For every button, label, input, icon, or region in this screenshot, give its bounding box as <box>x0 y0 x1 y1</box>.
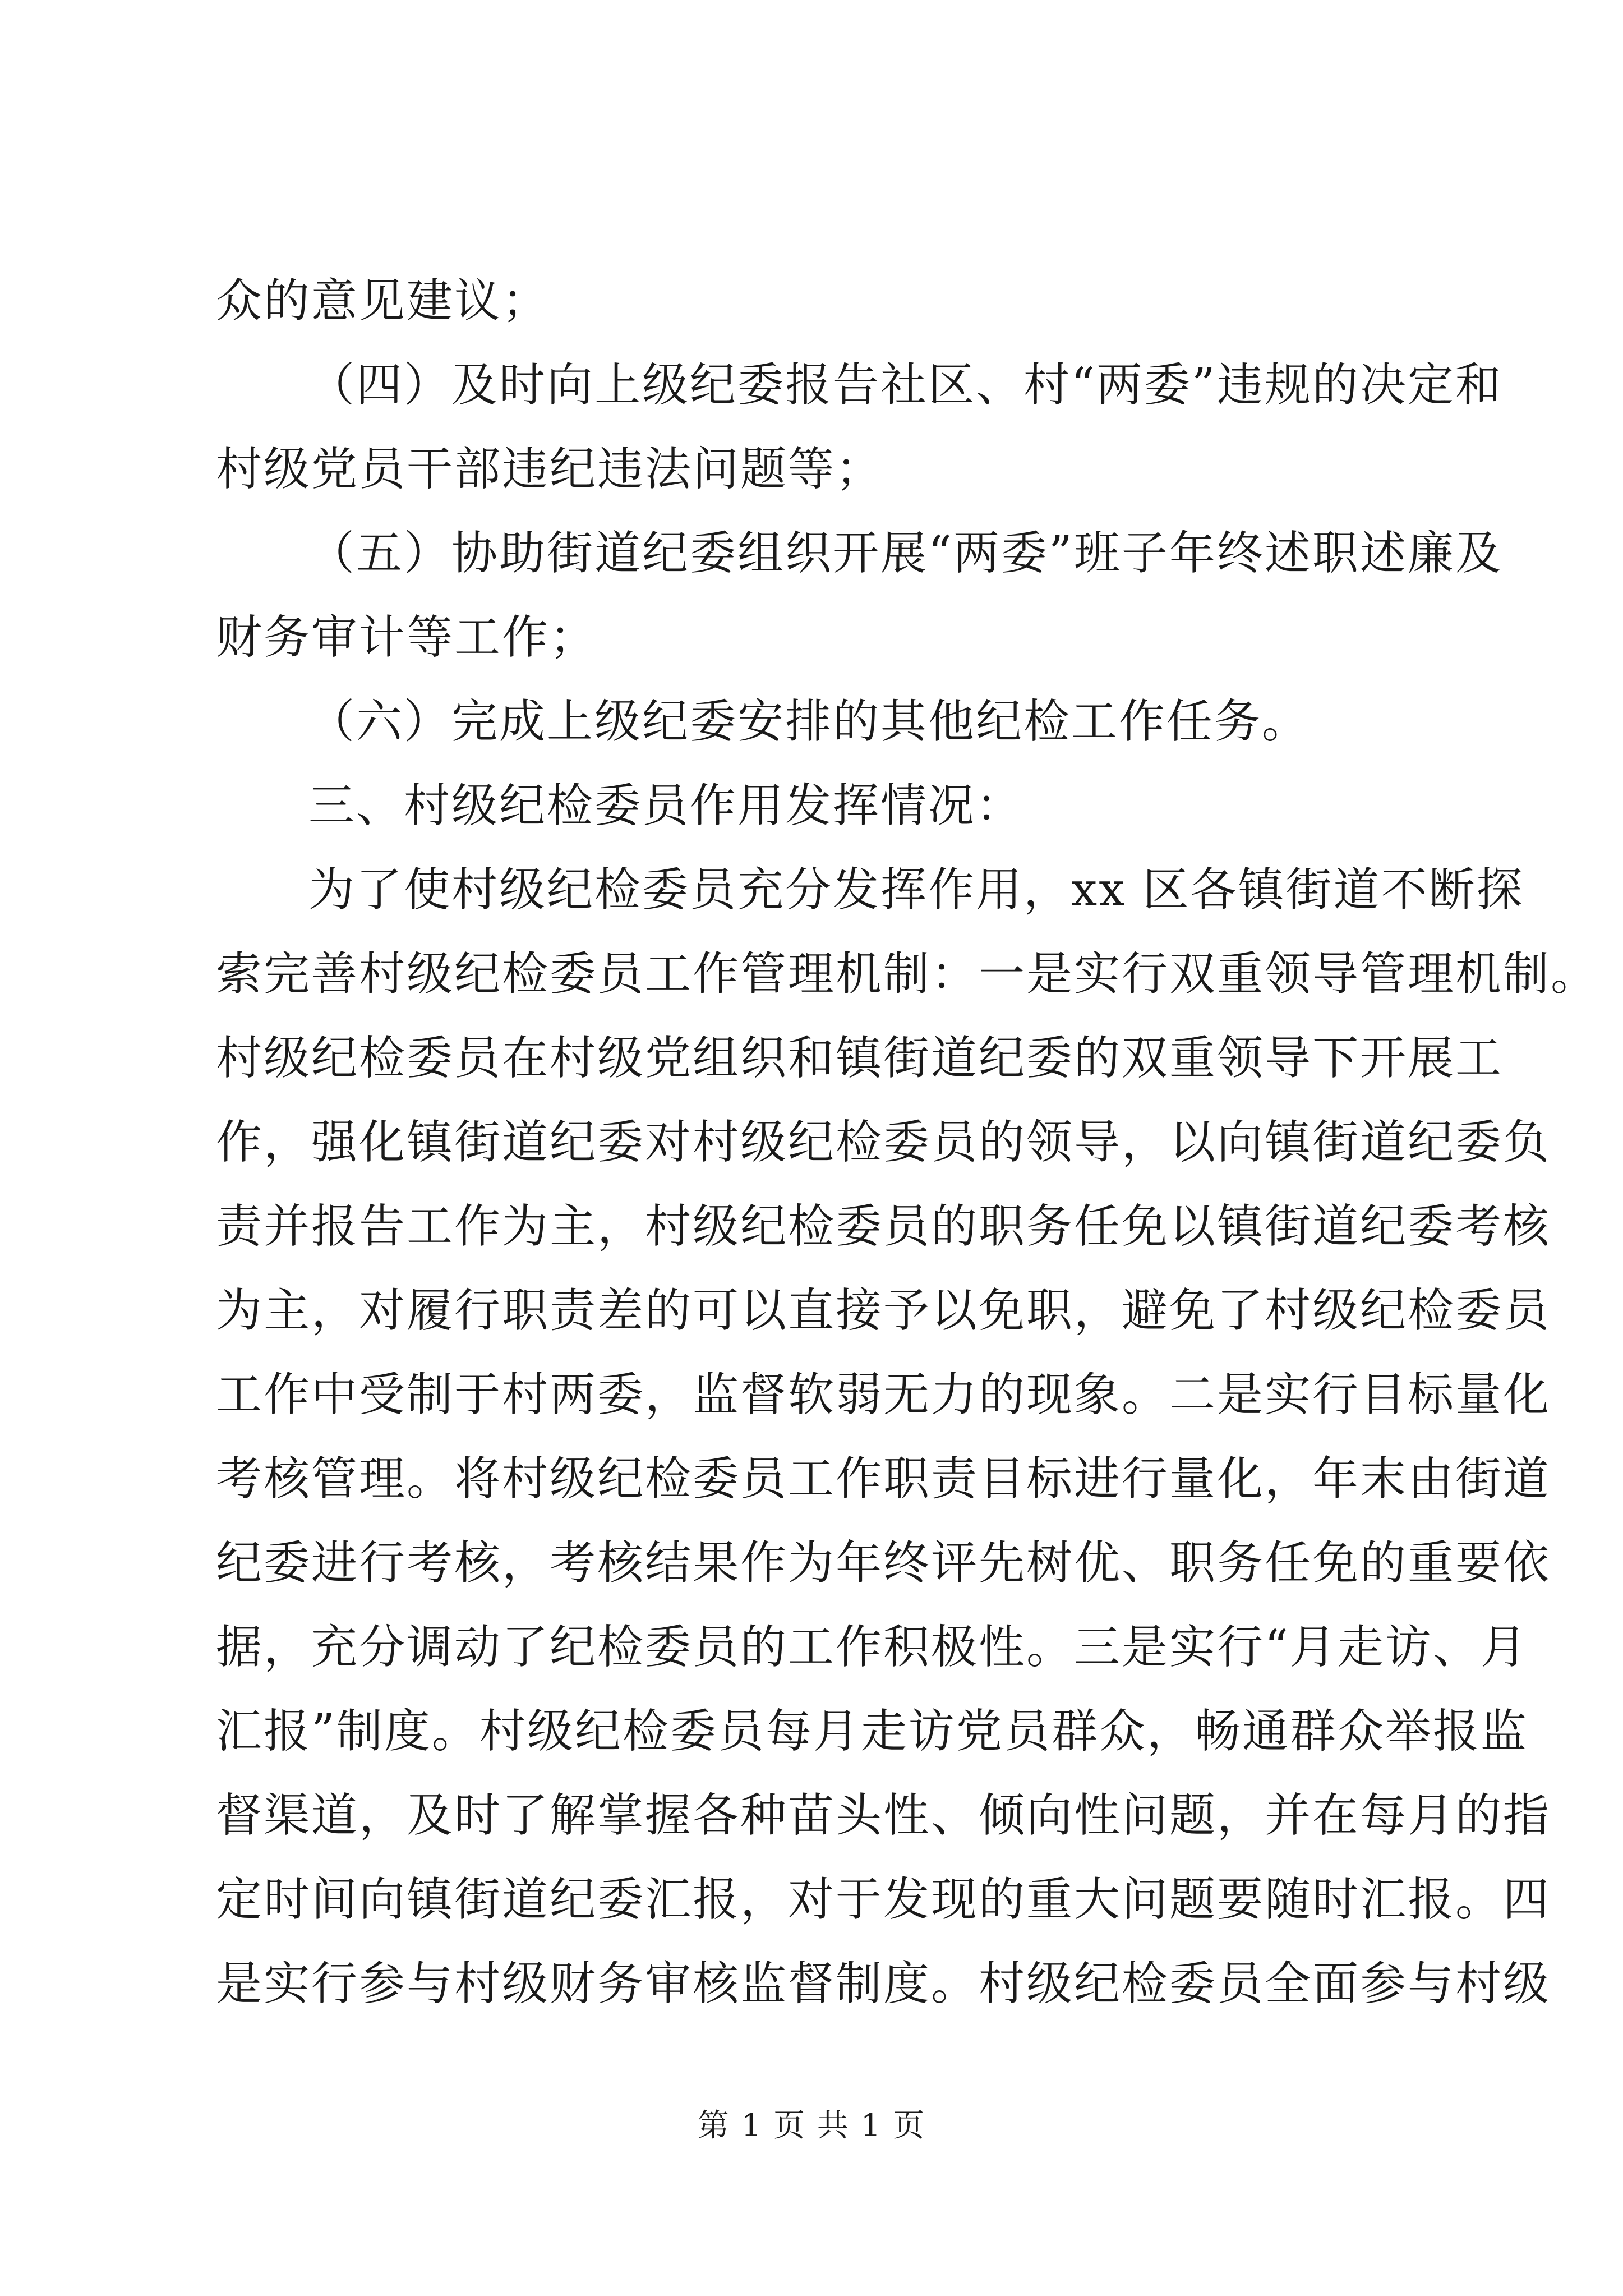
text-line: （四）及时向上级纪委报告社区、村“两委”违规的决定和 <box>308 358 1503 412</box>
text-line: 是实行参与村级财务审核监督制度。村级纪检委员全面参与村级 <box>216 1957 1551 2010</box>
text-line: 汇报”制度。村级纪检委员每月走访党员群众，畅通群众举报监 <box>216 1705 1528 1758</box>
text-line: 定时间向镇街道纪委汇报，对于发现的重大问题要随时汇报。四 <box>216 1873 1551 1926</box>
text-line: 工作中受制于村两委，监督软弱无力的现象。二是实行目标量化 <box>216 1368 1551 1421</box>
text-line: 财务审计等工作； <box>216 611 598 664</box>
text-line: 作，强化镇街道纪委对村级纪检委员的领导，以向镇街道纪委负 <box>216 1116 1551 1169</box>
document-body <box>216 259 1599 2026</box>
text-line: 纪委进行考核，考核结果作为年终评先树优、职务任免的重要依 <box>216 1536 1551 1590</box>
text-line: （五）协助街道纪委组织开展“两委”班子年终述职述廉及 <box>308 527 1503 580</box>
text-line: 督渠道，及时了解掌握各种苗头性、倾向性问题，并在每月的指 <box>216 1789 1551 1842</box>
text-line: 责并报告工作为主，村级纪检委员的职务任免以镇街道纪委考核 <box>216 1200 1551 1253</box>
text-line: 考核管理。将村级纪检委员工作职责目标进行量化，年末由街道 <box>216 1452 1551 1506</box>
section-heading: 三、村级纪检委员作用发挥情况： <box>308 779 1024 832</box>
text-line: （六）完成上级纪委安排的其他纪检工作任务。 <box>308 695 1310 748</box>
text-line: 据，充分调动了纪检委员的工作积极性。三是实行“月走访、月 <box>216 1621 1528 1674</box>
text-line: 众的意见建议； <box>216 274 550 328</box>
text-line: 索完善村级纪检委员工作管理机制：一是实行双重领导管理机制。 <box>216 947 1599 1001</box>
text-line: 村级纪检委员在村级党组织和镇街道纪委的双重领导下开展工 <box>216 1032 1504 1085</box>
page-footer: 第 1 页 共 1 页 <box>697 2108 926 2144</box>
text-line: 村级党员干部违纪违法问题等； <box>216 443 884 496</box>
text-line: 为了使村级纪检委员充分发挥作用，xx 区各镇街道不断探 <box>308 863 1524 917</box>
text-line: 为主，对履行职责差的可以直接予以免职，避免了村级纪检委员 <box>216 1284 1551 1337</box>
